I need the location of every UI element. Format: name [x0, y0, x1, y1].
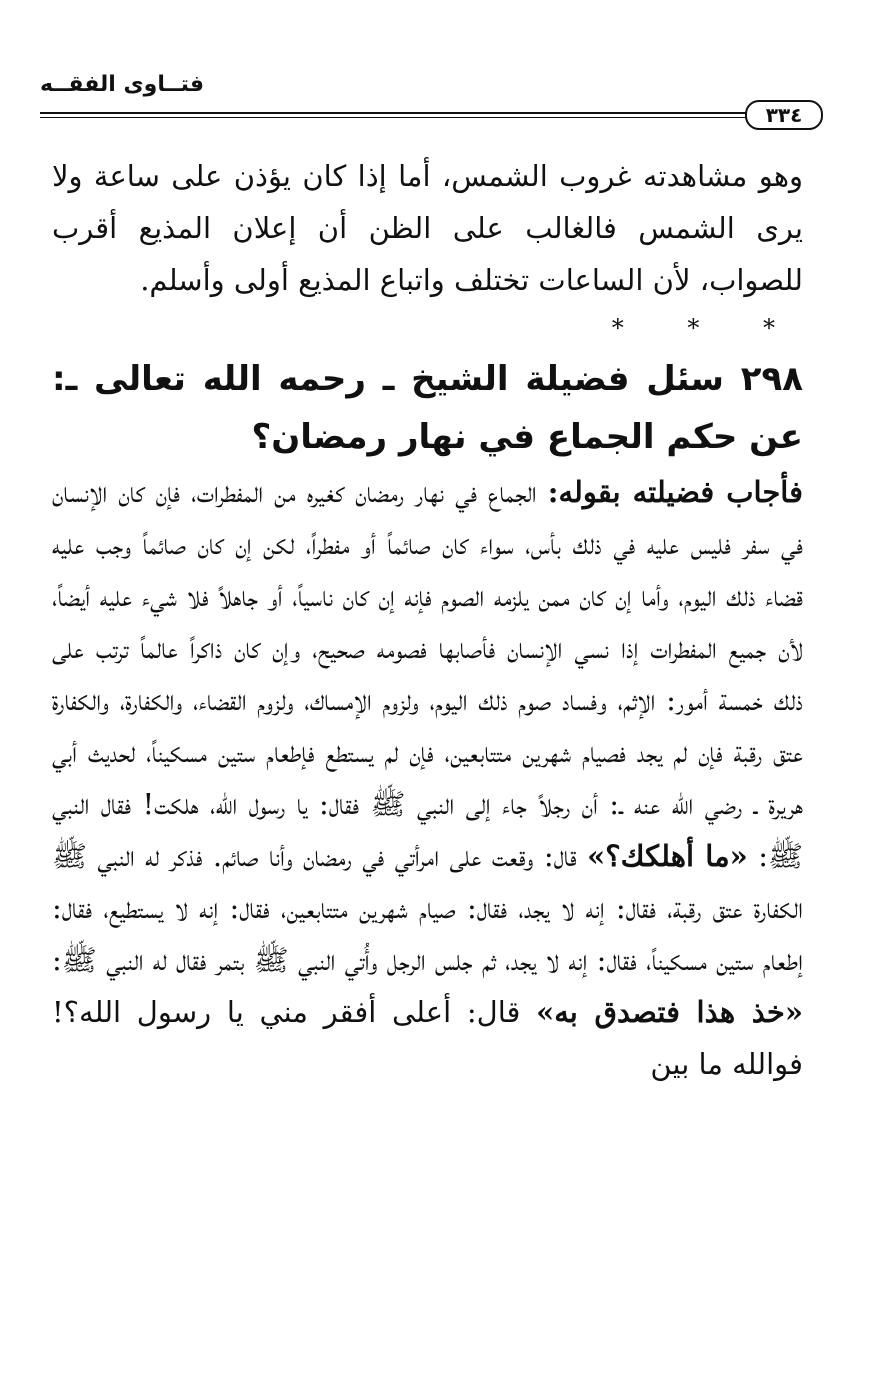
hadith-quote-1: «ما أهلكك؟» — [587, 839, 748, 873]
running-title: فتــاوى الفقــه — [40, 72, 205, 97]
section-separator: * * * — [611, 314, 803, 342]
header-rule — [40, 112, 751, 118]
page-header — [40, 72, 823, 132]
answer-paragraph — [52, 466, 803, 1090]
question-heading: ٢٩٨ سئل فضيلة الشيخ ـ رحمه الله تعالى ـ: عن حكم الجماع في نهار رمضان؟ — [52, 359, 803, 457]
answer-lead: فأجاب فضيلته بقوله: — [547, 475, 803, 509]
intro-paragraph: وهو مشاهدته غروب الشمس، أما إذا كان يؤذن على ساعة ولا يرى الشمس فالغالب على الظن أن إعلان المذيع أقرب للصواب، لأن الساعات تختلف واتباع المذيع أولى وأسلم. — [52, 159, 803, 297]
page-number: ٣٣٤ — [745, 100, 823, 130]
answer-text-3: قال: أعلى أفقر مني يا رسول الله؟! فوالله ما بين — [52, 995, 803, 1081]
hadith-quote-2: «خذ هذا فتصدق به» — [536, 995, 803, 1029]
answer-text-1: الجماع في نهار رمضان كغيره من المفطرات، فإن كان الإنسان في سفر فليس عليه في ذلك بأس، سواء كان صائماً أو مفطراً، لكن إن كان صائماً وجب عليه قضاء ذلك اليوم، وأما إن كان ممن يلزمه الصوم فإنه إن كان ناسياً، أو جاهلاً فلا شيء عليه أيضاً، لأن جميع المفطرات إذا نسي الإنسان فأصابها فصومه صحيح، وإن كان ذاكراً عالماً ترتب على ذلك خمسة أمور: الإثم، وفساد صوم ذلك اليوم، ولزوم الإمساك، ولزوم القضاء، والكفارة، والكفارة عتق رقبة فإن لم يجد فصيام شهرين متتابعين، فإن لم يستطع فإطعام ستين مسكيناً، لحديث أبي هريرة ـ رضي الله عنه ـ: أن رجلاً جاء إلى النبي ﷺ فقال: يا رسول الله، هلكت! فقال النبي ﷺ: — [52, 475, 803, 873]
page-body — [52, 150, 803, 1090]
answer-text-2: قال: وقعت على امرأتي في رمضان وأنا صائم. فذكر له النبي ﷺ الكفارة عتق رقبة، فقال: إنه لا يجد، فقال: صيام شهرين متتابعين، فقال: إنه لا يستطيع، فقال: إطعام ستين مسكيناً، فقال: إنه لا يجد، ثم جلس الرجل وأُتي النبي ﷺ بتمر فقال له النبي ﷺ: — [52, 839, 803, 977]
